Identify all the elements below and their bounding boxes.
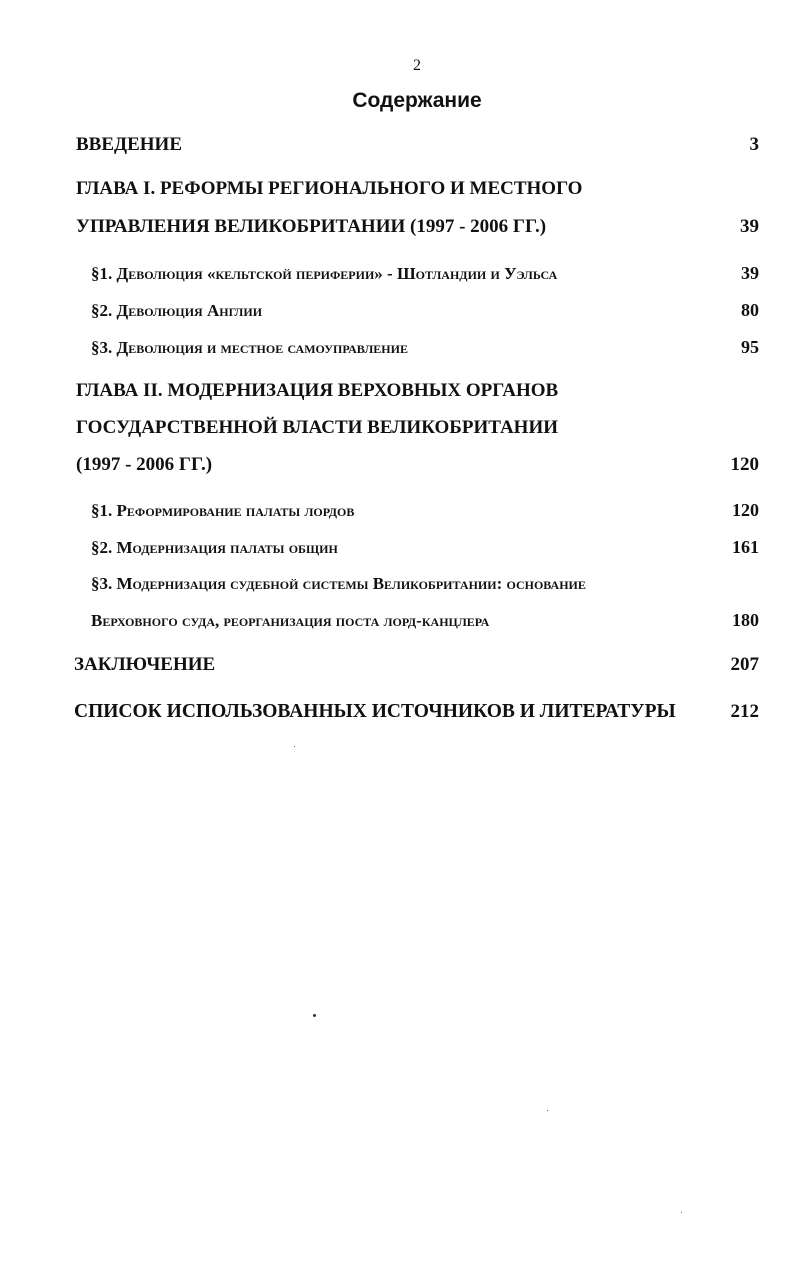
scan-speck <box>313 1014 316 1017</box>
toc-entry-chapter-1-line-1 <box>76 178 759 200</box>
entry-text: ВВЕДЕНИЕ <box>76 134 182 155</box>
entry-page: 120 <box>732 500 759 520</box>
scan-speck <box>294 746 295 747</box>
entry-page: 120 <box>730 454 759 475</box>
entry-text: ГЛАВА I. РЕФОРМЫ РЕГИОНАЛЬНОГО И МЕСТНОГО <box>76 178 583 199</box>
entry-text: ЗАКЛЮЧЕНИЕ <box>74 654 216 675</box>
entry-page: 161 <box>732 537 759 557</box>
entry-page: 95 <box>741 337 759 357</box>
toc-entry-section-1-1 <box>91 263 759 284</box>
toc-entry-chapter-2-line-1 <box>76 380 759 402</box>
entry-text: §2. Деволюция Англии <box>91 301 263 320</box>
entry-text: Верховного суда, реорганизация поста лорд-канцлера <box>91 611 490 630</box>
toc-entry-section-2-3-line-1 <box>91 574 759 594</box>
toc-entry-section-1-3 <box>91 337 759 358</box>
page-number: 2 <box>413 57 421 74</box>
entry-text: §3. Модернизация судебной системы Великобритании: основание <box>91 574 586 593</box>
entry-page: 207 <box>730 654 759 675</box>
toc-entry-section-2-3-line-2 <box>91 610 759 631</box>
toc-entry-section-2-2 <box>91 537 759 558</box>
entry-page: 39 <box>740 216 759 237</box>
entry-page: 3 <box>749 134 759 155</box>
entry-text: §3. Деволюция и местное самоуправление <box>91 338 408 357</box>
toc-entry-chapter-2-line-2 <box>76 417 759 439</box>
toc-entry-section-2-1 <box>91 500 759 521</box>
toc-entry-section-1-2 <box>91 300 759 321</box>
entry-text: ГОСУДАРСТВЕННОЙ ВЛАСТИ ВЕЛИКОБРИТАНИИ <box>76 417 559 438</box>
entry-text: СПИСОК ИСПОЛЬЗОВАННЫХ ИСТОЧНИКОВ И ЛИТЕРАТУРЫ <box>74 701 676 722</box>
toc-entry-chapter-1-line-2 <box>76 216 759 238</box>
entry-text: §1. Реформирование палаты лордов <box>91 501 355 520</box>
toc-title: Содержание <box>352 89 482 112</box>
entry-page: 39 <box>741 263 759 283</box>
entry-page: 212 <box>730 701 759 722</box>
entry-text: ГЛАВА II. МОДЕРНИЗАЦИЯ ВЕРХОВНЫХ ОРГАНОВ <box>76 380 559 401</box>
entry-text: §1. Деволюция «кельтской периферии» - Шотландии и Уэльса <box>91 264 558 283</box>
entry-page: 180 <box>732 610 759 630</box>
scan-speck <box>547 1110 548 1111</box>
entry-text: §2. Модернизация палаты общин <box>91 538 338 557</box>
toc-entry-chapter-2-line-3 <box>76 454 759 476</box>
toc-entry-conclusion <box>74 654 759 676</box>
scan-speck <box>681 1212 682 1213</box>
entry-text: (1997 - 2006 ГГ.) <box>76 454 213 475</box>
entry-text: УПРАВЛЕНИЯ ВЕЛИКОБРИТАНИИ (1997 - 2006 ГГ.) <box>76 216 547 237</box>
toc-entry-introduction <box>76 134 759 156</box>
entry-page: 80 <box>741 300 759 320</box>
toc-entry-sources <box>74 701 759 723</box>
